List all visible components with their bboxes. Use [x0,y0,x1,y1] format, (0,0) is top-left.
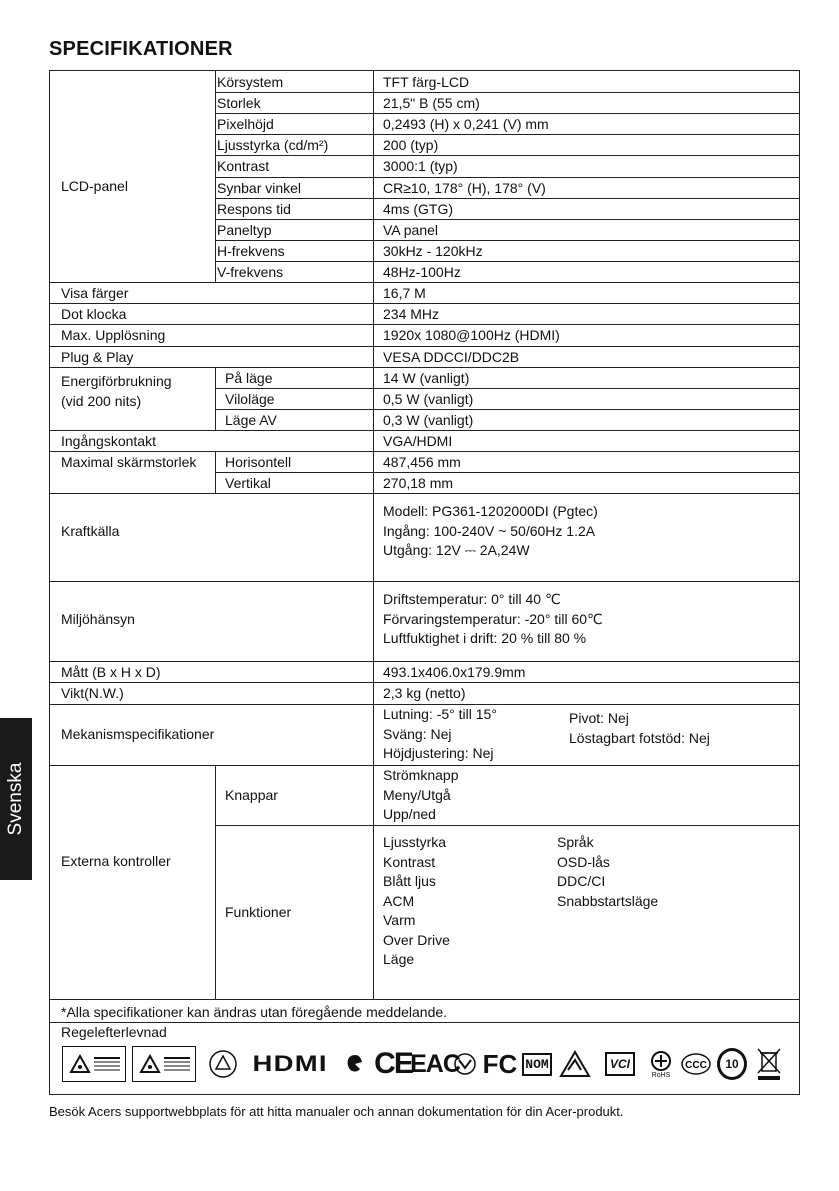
rcm-mark-icon [557,1046,593,1082]
spec-key: Paneltyp [217,222,272,238]
row-divider [215,388,800,389]
environment-friendly-period-icon [717,1046,747,1082]
function-item: OSD-lås [557,853,610,870]
spec-key: Max. Upplösning [61,327,166,343]
button-item: Upp/ned [383,806,436,822]
column-divider [373,682,374,704]
spec-key: Storlek [217,95,261,111]
row-divider [50,324,800,325]
spec-value: 234 MHz [383,306,440,322]
spec-key: Mått (B x H x D) [61,664,161,680]
compliance-logos [60,1046,790,1086]
environment-value: Förvaringstemperatur: -20° till 60℃ [383,610,603,627]
row-divider [50,581,800,582]
row-divider [50,430,800,431]
disclaimer-note: *Alla specifikationer kan ändras utan föregående meddelande. [61,1004,448,1020]
row-divider [215,177,800,178]
controls-value-divider [373,765,374,999]
power-value-divider [373,367,374,430]
spec-key: Ingångskontakt [61,433,156,449]
ce-mark: CE [374,1047,412,1080]
row-divider [50,1022,800,1023]
spec-key: Visa färger [61,285,129,301]
button-item: Strömknapp [383,767,459,783]
lcd-panel-label: LCD-panel [61,178,128,194]
spec-value: 3000:1 (typ) [383,158,458,174]
row-divider [215,240,800,241]
vci-mark: VCI [605,1052,635,1076]
spec-value: CR≥10, 178° (H), 178° (V) [383,180,546,196]
spec-value: 487,456 mm [383,454,461,470]
row-divider [215,219,800,220]
spec-value: 4ms (GTG) [383,201,453,217]
function-item: ACM [383,892,415,909]
spec-value: 493.1x406.0x179.9mm [383,664,526,680]
function-item: Varm [383,912,416,928]
row-divider [50,282,800,283]
spec-value: 0,3 W (vanligt) [383,412,474,428]
spec-value: VESA DDCCI/DDC2B [383,349,520,365]
row-divider [50,303,800,304]
mechanical-value: Sväng: Nej [383,725,452,742]
row-divider [215,825,800,826]
spec-key: Läge AV [225,412,277,428]
spec-value: 270,18 mm [383,475,454,491]
power-source-label: Kraftkälla [61,523,120,539]
row-divider [215,134,800,135]
ukraine-mark-icon [452,1046,478,1082]
weee-bin-icon [752,1046,786,1082]
spec-value: 200 (typ) [383,137,439,153]
row-divider [50,493,800,494]
eac-mark-logo [410,1046,460,1082]
spec-key: Ljusstyrka (cd/m²) [217,137,329,153]
environment-value: Driftstemperatur: 0° till 40 ℃ [383,591,561,607]
column-divider [373,324,374,346]
spec-value: 16,7 M [383,285,426,301]
spec-key: Synbar vinkel [217,180,302,196]
language-tab-label: Svenska [5,762,26,836]
spec-key: Pixelhöjd [217,116,274,132]
spec-value: 21,5" B (55 cm) [383,95,480,111]
spec-value: 48Hz-100Hz [383,264,461,280]
svg-text:CCC: CCC [685,1060,707,1071]
ccc-logo [679,1046,713,1082]
rohs-text: RoHS [651,1071,671,1079]
vcci-logo [602,1046,638,1082]
row-divider [215,261,800,262]
row-divider [50,999,800,1000]
power-key-divider [215,367,216,430]
column-divider [373,430,374,451]
row-divider [50,765,800,766]
row-divider [50,682,800,683]
fc-mark: FC [482,1048,518,1079]
page-title: SPECIFIKATIONER [49,38,233,60]
controls-key-divider [215,765,216,999]
environment-label: Miljöhänsyn [61,611,135,627]
button-item: Meny/Utgå [383,786,451,803]
column-divider [373,282,374,303]
spec-key: Respons tid [217,201,291,217]
row-divider [215,113,800,114]
row-divider [215,155,800,156]
function-item: Språk [557,834,594,850]
regulatory-label: Regelefterlevnad [61,1024,167,1040]
spec-key: H-frekvens [217,243,285,259]
hdmi-logo-text: HDMI [252,1051,328,1076]
nom-mark: NOM [522,1053,551,1076]
power-label: Energiförbrukning [61,373,172,389]
row-divider [215,472,800,473]
tuv-low-blue-light-icon [132,1046,196,1082]
spec-value: 30kHz - 120kHz [383,243,483,259]
environment-value: Luftfuktighet i drift: 20 % till 80 % [383,630,587,646]
power-label-note: (vid 200 nits) [61,393,142,409]
function-item: Läge [383,951,415,967]
function-item: Ljusstyrka [383,834,447,850]
spec-key: Horisontell [225,454,292,470]
spec-key: Vertikal [225,475,271,491]
column-divider [373,346,374,367]
tuv-flicker-free-icon [205,1046,241,1082]
column-divider [373,581,374,661]
function-item: DDC/CI [557,873,606,889]
nom-logo [522,1046,552,1082]
spec-key: Kontrast [217,158,270,174]
row-divider [50,346,800,347]
spec-key: Dot klocka [61,306,127,322]
spec-key: Körsystem [217,74,284,90]
spec-key: Plug & Play [61,349,134,365]
mechanical-label: Mekanismspecifikationer [61,726,215,742]
row-divider [50,704,800,705]
mechanical-value: Pivot: Nej [569,710,629,726]
spec-key: V-frekvens [217,264,284,280]
eac-mark: EAC [410,1049,460,1078]
mechanical-value: Höjdjustering: Nej [383,745,494,761]
ce-mark-logo [372,1046,414,1082]
power-source-value: Ingång: 100-240V ~ 50/60Hz 1.2A [383,522,596,539]
row-divider [215,198,800,199]
row-divider [50,451,800,452]
row-divider [215,92,800,93]
fcc-logo [481,1046,519,1082]
max-size-label: Maximal skärmstorlek [61,454,197,470]
column-divider [373,704,374,765]
rohs-logo [646,1046,676,1082]
spec-key: På läge [225,370,273,386]
spec-value: 2,3 kg (netto) [383,685,466,701]
power-source-value: Modell: PG361-1202000DI (Pgtec) [383,503,598,519]
row-divider [50,367,800,368]
epup-10-text: 10 [725,1057,739,1071]
power-source-value: Utgång: 12V ⎓ 2A,24W [383,542,530,558]
row-divider [50,661,800,662]
function-item: Blått ljus [383,873,436,889]
spec-value: 0,2493 (H) x 0,241 (V) mm [383,116,549,132]
functions-label: Funktioner [225,904,292,920]
energy-saving-icon [342,1046,368,1082]
buttons-label: Knappar [225,787,278,803]
external-controls-label: Externa kontroller [61,853,171,869]
spec-key: Viloläge [225,391,275,407]
spec-value: 1920x 1080@100Hz (HDMI) [383,327,560,343]
mechanical-value: Lutning: -5° till 15° [383,706,497,722]
spec-table [49,70,800,1095]
function-item: Snabbstartsläge [557,892,659,909]
column-divider [373,661,374,682]
spec-value: VA panel [383,222,439,238]
language-tab [0,718,32,880]
support-footer: Besök Acers supportwebbplats för att hitta manualer och annan dokumentation för din Acer-produkt. [49,1104,624,1119]
spec-value: 14 W (vanligt) [383,370,470,386]
function-item: Over Drive [383,931,450,948]
spec-key: Vikt(N.W.) [61,685,124,701]
hdmi-logo [250,1046,330,1082]
row-divider [215,409,800,410]
spec-value: 0,5 W (vanligt) [383,391,474,407]
spec-value: TFT färg-LCD [383,74,470,90]
function-item: Kontrast [383,853,436,870]
column-divider [373,493,374,581]
tuv-certificate-icon [62,1046,126,1082]
spec-value: VGA/HDMI [383,433,453,449]
mechanical-value: Löstagbart fotstöd: Nej [569,729,710,746]
column-divider [373,303,374,324]
